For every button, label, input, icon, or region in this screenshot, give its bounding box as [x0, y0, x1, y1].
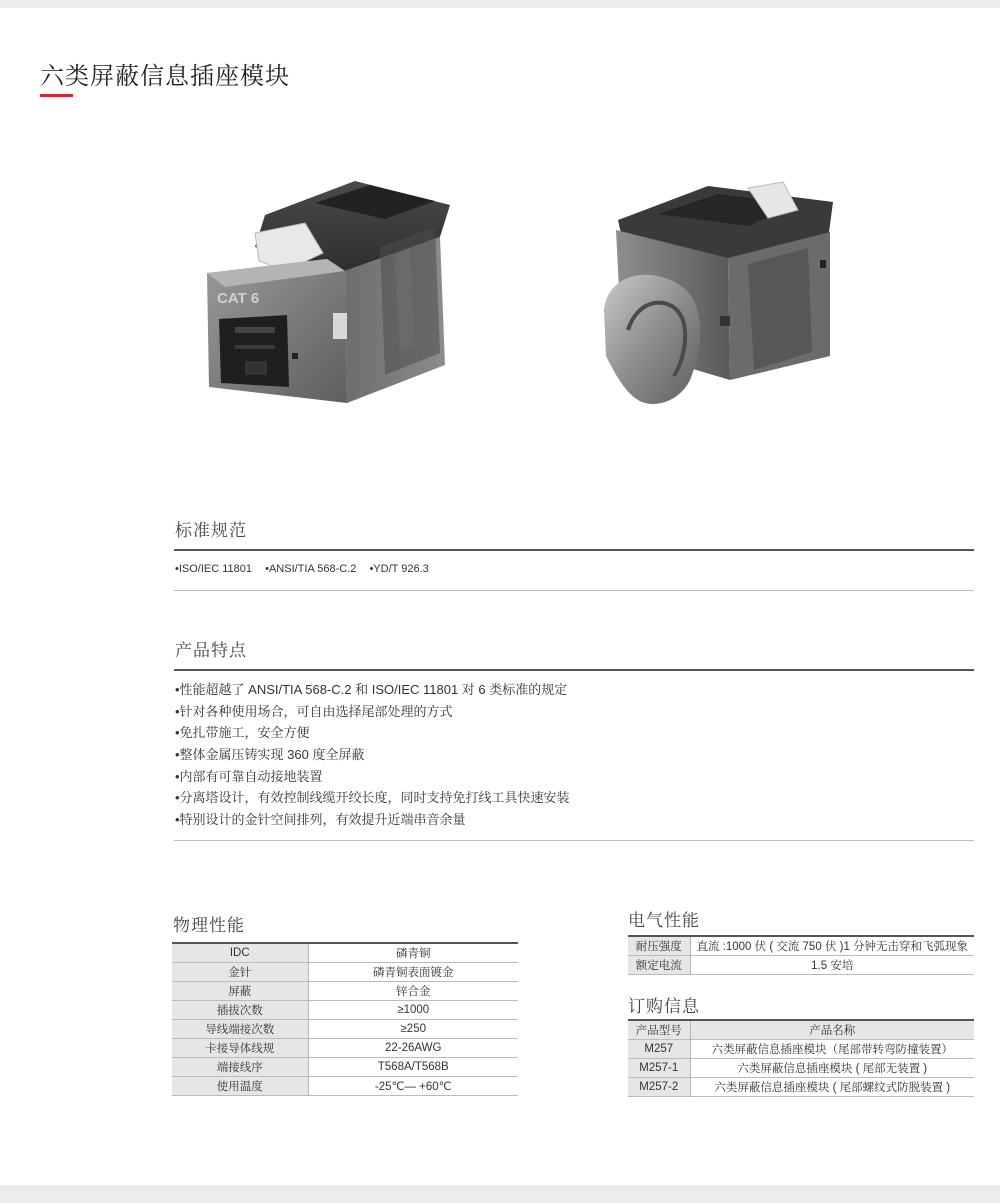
table-row: [172, 1077, 518, 1096]
keystone-jack-rear-view: [598, 180, 848, 416]
standards-list: [175, 563, 439, 575]
table-cell-value: ≥250: [400, 1023, 426, 1035]
title-accent-bar: [40, 94, 73, 97]
table-cell-value: 直流 :1000 伏 ( 交流 750 伏 )1 分钟无击穿和飞弧现象: [696, 941, 969, 953]
table-row: [172, 1001, 518, 1020]
electrical-table: [628, 935, 974, 975]
table-cell-name: 六类屏蔽信息插座模块 ( 尾部无装置 ): [737, 1063, 928, 1075]
standards-rule-bottom: [174, 590, 974, 591]
table-cell-label: IDC: [172, 943, 308, 963]
table-cell-value: 磷青铜: [396, 948, 431, 960]
table-cell-label: 使用温度: [172, 1077, 308, 1096]
standard-item: •YD/T 926.3: [369, 563, 429, 575]
table-cell-name: 六类屏蔽信息插座模块 ( 尾部螺纹式防脱装置 ): [714, 1082, 951, 1094]
table-cell-value: -25℃— +60℃: [374, 1081, 452, 1093]
table-cell-label: 额定电流: [628, 956, 690, 975]
table-cell-model: M257: [628, 1040, 690, 1059]
table-cell-value: 磷青铜表面镀金: [373, 967, 454, 979]
standards-rule-top: [174, 549, 974, 551]
table-row: [172, 982, 518, 1001]
table-row: [628, 1040, 974, 1059]
features-rule-bottom: [174, 840, 974, 841]
keystone-jack-front-view: [195, 175, 465, 415]
table-cell-value: 22-26AWG: [385, 1042, 442, 1054]
features-rule-top: [174, 669, 974, 671]
table-cell-value: 1.5 安培: [811, 960, 854, 972]
table-row: [172, 963, 518, 982]
table-cell-name: 六类屏蔽信息插座模块（尾部带转弯防撞装置）: [711, 1044, 953, 1056]
cat6-label: CAT 6: [217, 290, 260, 307]
bottom-band: [0, 1185, 1000, 1203]
features-heading: 产品特点: [175, 641, 247, 660]
table-cell-label: 端接线序: [172, 1058, 308, 1077]
table-row: [172, 1020, 518, 1039]
standard-item: •ANSI/TIA 568-C.2: [265, 563, 357, 575]
table-row: [628, 956, 974, 975]
table-cell-label: 屏蔽: [172, 982, 308, 1001]
feature-item: •免扎带施工，安全方便: [175, 725, 310, 741]
top-band: [0, 0, 1000, 8]
feature-item: •特别设计的金针空间排列，有效提升近端串音余量: [175, 812, 466, 828]
table-cell-model: M257-2: [628, 1078, 690, 1097]
feature-item: •针对各种使用场合，可自由选择尾部处理的方式: [175, 703, 453, 719]
standard-item: •ISO/IEC 11801: [175, 563, 253, 575]
standards-heading: 标准规范: [175, 521, 247, 540]
table-header-name: 产品名称: [809, 1025, 856, 1037]
electrical-heading: 电气性能: [628, 911, 700, 930]
page-title: 六类屏蔽信息插座模块: [40, 62, 290, 90]
table-cell-value: T568A/T568B: [377, 1061, 449, 1073]
table-row: [628, 1059, 974, 1078]
table-cell-label: 卡接导体线规: [172, 1039, 308, 1058]
feature-item: •性能超越了 ANSI/TIA 568-C.2 和 ISO/IEC 11801 对 6 类标准的规定: [175, 682, 568, 697]
table-row: [172, 1039, 518, 1058]
features-list: [175, 679, 570, 831]
table-cell-value: ≥1000: [397, 1004, 430, 1016]
table-cell-value: 锌合金: [396, 986, 431, 998]
table-cell-label: 插拔次数: [172, 1001, 308, 1020]
feature-item: •内部有可靠自动接地装置: [175, 768, 323, 784]
feature-item: •分离塔设计，有效控制线缆开绞长度，同时支持免打线工具快速安装: [175, 790, 570, 806]
ordering-table: [628, 1019, 974, 1097]
ordering-heading: 订购信息: [628, 997, 700, 1016]
table-header-row: [628, 1020, 974, 1040]
table-header-model: 产品型号: [628, 1020, 690, 1040]
table-cell-label: 导线端接次数: [172, 1020, 308, 1039]
feature-item: •整体金属压铸实现 360 度全屏蔽: [175, 747, 365, 763]
table-row: [628, 936, 974, 956]
table-cell-model: M257-1: [628, 1059, 690, 1078]
table-cell-label: 耐压强度: [628, 936, 690, 956]
table-cell-label: 金针: [172, 963, 308, 982]
table-row: [172, 1058, 518, 1077]
physical-table: [172, 942, 518, 1096]
physical-heading: 物理性能: [173, 916, 245, 935]
table-row: [628, 1078, 974, 1097]
table-row: [172, 943, 518, 963]
